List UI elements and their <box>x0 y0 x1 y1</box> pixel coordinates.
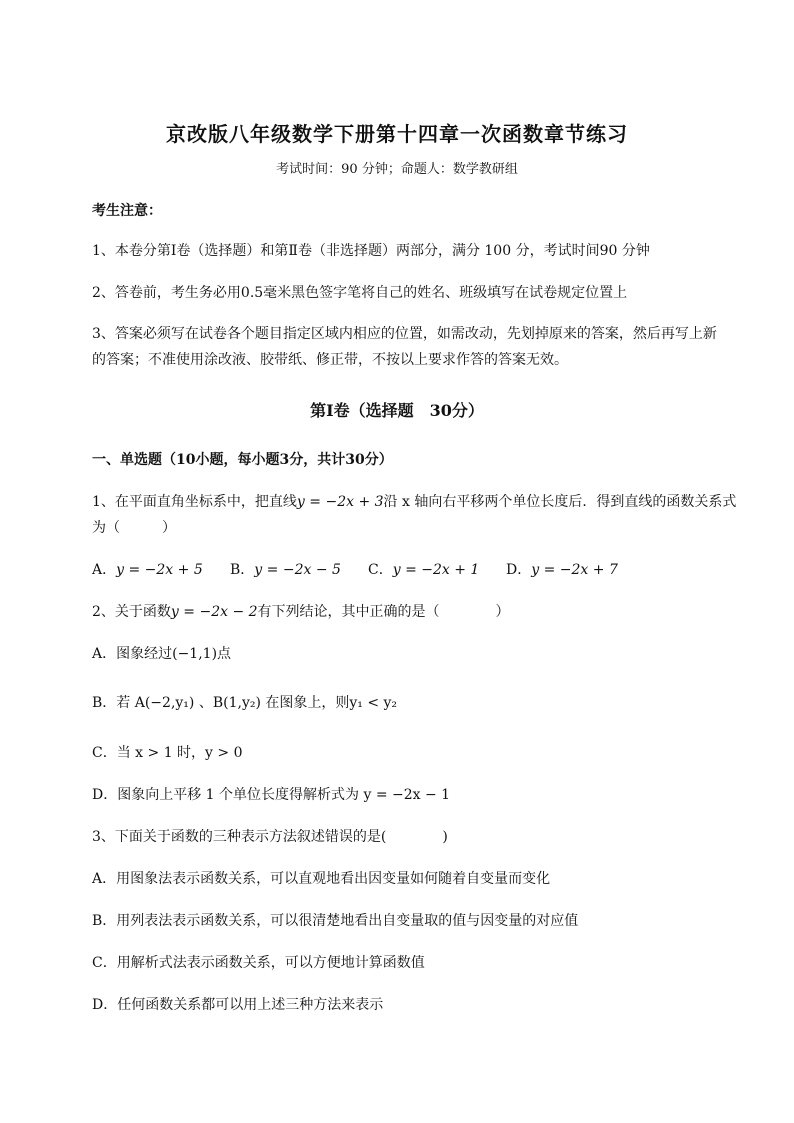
q3-option-b: B．用列表法表示函数关系，可以很清楚地看出自变量取的值与因变量的对应值 <box>92 913 579 929</box>
q2-stem-b: 有下列结论，其中正确的是（ ） <box>257 604 510 620</box>
q1-option-d <box>506 557 618 583</box>
question-2-stem <box>92 599 742 625</box>
q2-option-c: C．当 x > 1 时，y > 0 <box>92 745 243 761</box>
page-title: 京改版八年级数学下册第十四章一次函数章节练习 <box>166 122 628 146</box>
q1-option-a-label: A． <box>92 562 117 578</box>
q1-option-b <box>230 557 368 583</box>
q1-option-d-label: D． <box>506 562 532 578</box>
q1-stem-b: 沿 x 轴向右平移两个单位长度后．得到直线的函数关系式 <box>383 494 737 510</box>
notice-item-3: 3、答案必须写在试卷各个题目指定区域内相应的位置，如需改动，先划掉原来的答案，然后再写上新 <box>92 326 717 342</box>
page-subtitle: 考试时间：90 分钟；命题人：数学教研组 <box>276 162 518 177</box>
q1-option-b-label: B． <box>230 562 255 578</box>
notice-item-3-cont: 的答案；不准使用涂改液、胶带纸、修正带，不按以上要求作答的答案无效。 <box>92 352 568 368</box>
q3-option-a: A．用图象法表示函数关系，可以直观地看出因变量如何随着自变量而变化 <box>92 871 551 887</box>
q1-option-b-expr: y = −2x − 5 <box>254 562 341 578</box>
question-1-stem <box>92 489 742 515</box>
q1-option-a-expr: y = −2x + 5 <box>116 562 203 578</box>
q1-option-c-label: C． <box>368 562 393 578</box>
q1-option-d-expr: y = −2x + 7 <box>531 562 618 578</box>
q1-stem-c: 为（ ） <box>92 520 176 536</box>
notice-heading: 考生注意： <box>92 203 162 219</box>
q1-stem-a: 1、在平面直角坐标系中，把直线 <box>92 494 297 510</box>
q1-option-c <box>368 557 506 583</box>
q2-option-d: D．图象向上平移 1 个单位长度得解析式为 y = −2x − 1 <box>92 787 451 803</box>
question-3-stem: 3、下面关于函数的三种表示方法叙述错误的是( ) <box>92 829 448 845</box>
q1-option-a <box>92 557 230 583</box>
section-title: 第Ⅰ卷（选择题 30分） <box>310 401 484 420</box>
notice-item-2: 2、答卷前，考生务必用0.5毫米黑色签字笔将自己的姓名、班级填写在试卷规定位置上 <box>92 285 628 301</box>
q1-options <box>92 557 742 583</box>
q2-option-a: A．图象经过(−1,1)点 <box>92 646 232 662</box>
q1-expression: y = −2x + 3 <box>296 494 384 510</box>
q3-option-d: D．任何函数关系都可以用上述三种方法来表示 <box>92 997 384 1013</box>
q2-stem-a: 2、关于函数 <box>92 604 171 620</box>
q2-option-b: B．若 A(−2,y₁) 、B(1,y₂) 在图象上，则y₁ < y₂ <box>92 695 398 711</box>
notice-item-1: 1、本卷分第Ⅰ卷（选择题）和第Ⅱ卷（非选择题）两部分，满分 100 分，考试时间90 分钟 <box>92 243 650 259</box>
q3-option-c: C．用解析式法表示函数关系，可以方便地计算函数值 <box>92 955 425 971</box>
q1-option-c-expr: y = −2x + 1 <box>392 562 480 578</box>
part-heading: 一、单选题（10小题，每小题3分，共计30分） <box>92 452 393 468</box>
q2-expression: y = −2x − 2 <box>170 604 258 620</box>
